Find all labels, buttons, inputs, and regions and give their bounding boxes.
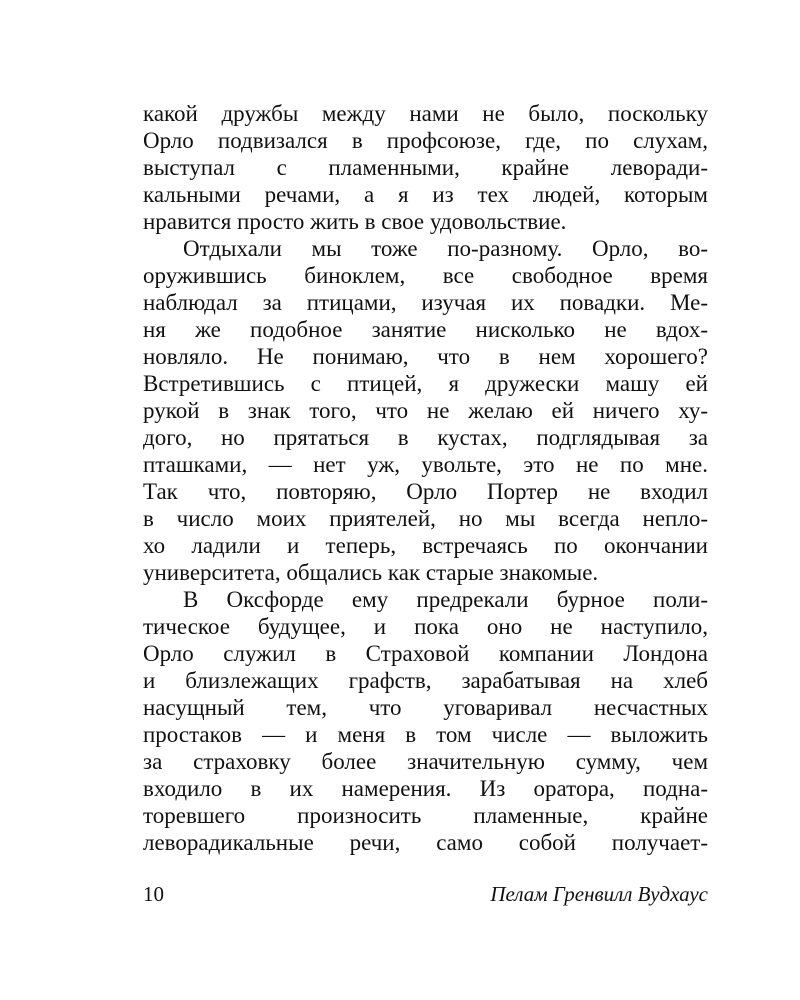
- page-number: 10: [143, 882, 164, 906]
- text-line: выступал с пламенными, крайне леворади-: [143, 155, 708, 180]
- text-line: простаков — и меня в том числе — выложить: [143, 722, 708, 747]
- body-text: [143, 100, 708, 856]
- page-footer: [143, 882, 708, 910]
- text-line: рукой в знак того, что не желаю ей ничего ху-: [143, 398, 708, 423]
- text-line: пташками, — нет уж, увольте, это не по мне.: [143, 452, 708, 477]
- paragraph-3: [143, 586, 708, 856]
- text-line: Отдыхали мы тоже по-разному. Орло, во-: [183, 236, 708, 261]
- text-line: университета, общались как старые знакомые.: [143, 560, 599, 585]
- text-line: Так что, повторяю, Орло Портер не входил: [143, 479, 708, 504]
- text-line: нравится просто жить в свое удовольствие.: [143, 209, 567, 234]
- text-line: Орло подвизался в профсоюзе, где, по слухам,: [143, 128, 708, 153]
- text-line: дого, но прятаться в кустах, подглядывая за: [143, 425, 708, 450]
- text-line: в число моих приятелей, но мы всегда непло-: [143, 506, 708, 531]
- text-line: оружившись биноклем, все свободное время: [143, 263, 708, 288]
- text-line: за страховку более значительную сумму, чем: [143, 749, 708, 774]
- text-line: новляло. Не понимаю, что в нем хорошего?: [143, 344, 708, 369]
- text-line: какой дружбы между нами не было, поскольку: [143, 101, 708, 126]
- text-line: кальными речами, а я из тех людей, которым: [143, 182, 708, 207]
- running-title-author: Пелам Гренвилл Вудхаус: [490, 882, 708, 906]
- text-line: входило в их намерения. Из оратора, подна-: [143, 776, 708, 801]
- paragraph-2: [143, 235, 708, 586]
- text-line: ня же подобное занятие нисколько не вдох-: [143, 317, 708, 342]
- text-line: хо ладили и теперь, встречаясь по окончании: [143, 533, 708, 558]
- text-line: наблюдал за птицами, изучая их повадки. Ме-: [143, 290, 708, 315]
- text-line: насущный тем, что уговаривал несчастных: [143, 695, 708, 720]
- text-line: торевшего произносить пламенные, крайне: [143, 803, 708, 828]
- text-line: тическое будущее, и пока оно не наступило,: [143, 614, 708, 639]
- text-line: Орло служил в Страховой компании Лондона: [143, 641, 708, 666]
- text-line: леворадикальные речи, само собой получает-: [143, 830, 708, 855]
- text-line: и близлежащих графств, зарабатывая на хлеб: [143, 668, 708, 693]
- text-line: В Оксфорде ему предрекали бурное поли-: [183, 587, 708, 612]
- text-line: Встретившись с птицей, я дружески машу ей: [143, 371, 708, 396]
- paragraph-1: [143, 100, 708, 235]
